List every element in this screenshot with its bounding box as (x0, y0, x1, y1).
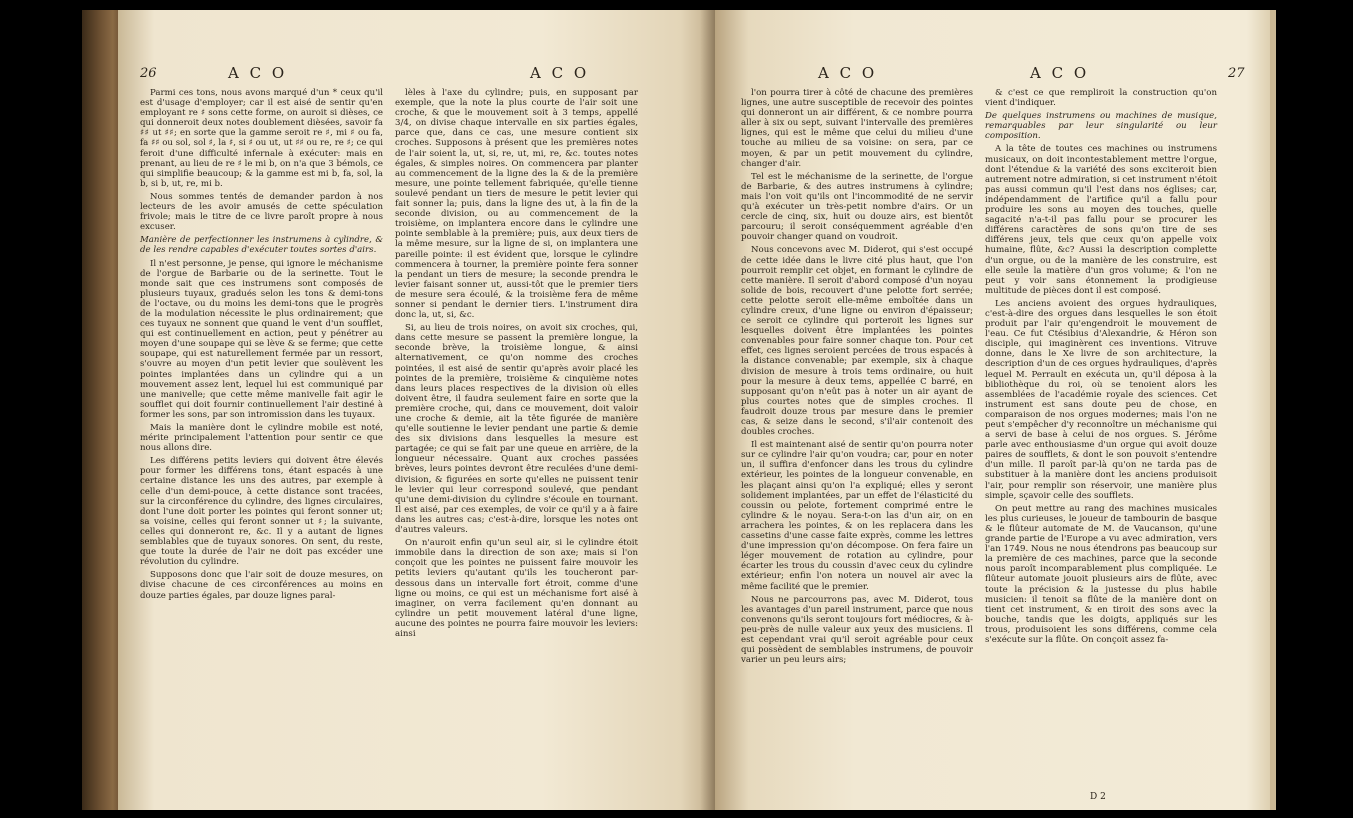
running-head-left-2: A C O (530, 64, 590, 82)
paragraph: Il n'est personne, je pense, qui ignore le méchanisme de l'orgue de Barbarie ou de la serinette. Tout le monde sait que ces instrumens sont composés de plusieurs tuyaux, gradués selon les tons & demi-tons de l'octave, ou du moins les demi-tons que le progrès de la modulation nécessite le plus ordinairement; que ces tuyaux ne sonnent que quand le vent d'un soufflet, qui est continuellement en action, peut y pénétrer au moyen d'une soupape qui se lève & se ferme; que cette soupape, qui est naturellement fermée par un ressort, s'ouvre au moyen d'un petit levier que soulèvent les pointes implantées dans un cylindre qui a un mouvement assez lent, lequel lui est communiqué par une manivelle; que cette même manivelle fait agir le soufflet qui doit fournir continuellement l'air destiné à former les sons, par son intromission dans les tuyaux. (140, 258, 383, 420)
paragraph: Nous sommes tentés de demander pardon à nos lecteurs de les avoir amusés de cette spéculation frivole; mais le titre de ce livre paroît propre à nous excuser. (140, 191, 383, 233)
paragraph: Les différens petits leviers qui doivent être élevés pour former les différens tons, étant espacés à une certaine distance les uns des autres, par exemple à celle d'un demi-pouce, à cette distance sont tracées, sur la circonférence du cylindre, des lignes circulaires, dont l'une doit porter les pointes qui feront sonner ut; sa voisine, celles qui feront sonner ut ♯; la suivante, celles qui donneront re, &c. Il y a autant de lignes semblables que de tuyaux sonores. On sent, du reste, que toute la durée de l'air ne doit pas excéder une révolution du cylindre. (140, 456, 383, 568)
paragraph: On peut mettre au rang des machines musicales les plus curieuses, le joueur de tambourin de basque & le flûteur automate de M. de Vaucanson, qu'une grande partie de l'Europe a vu avec admiration, vers l'an 1749. Nous ne nous étendrons pas beaucoup sur la première de ces machines, parce que la seconde nous paroît incomparablement plus compliquée. Le flûteur automate jouoit plusieurs airs de flûte, avec toute la précision & la justesse du plus habile musicien: il tenoit sa flûte de la manière dont on tient cet instrument, & en tiroit des sons avec la bouche, tandis que les doigts, appliqués sur les trous, produisoient les sons différens, comme cela s'exécute sur la flûte. On conçoit assez fa- (985, 503, 1217, 645)
paragraph: Il est maintenant aisé de sentir qu'on pourra noter sur ce cylindre l'air qu'on voudra; car, pour en noter un, il suffira d'enfoncer dans les trous du cylindre extérieur, les pointes de la longueur convenable, en les plaçant ainsi qu'on l'a expliqué; elles y seront solidement implantées, par un effet de l'élasticité du coussin ou pelote, fortement comprimé entre le cylindre & le noyau. Sera-t-on las d'un air, on en arrachera les pointes, & on les replacera dans les cassetins d'une casse faite exprès, comme les lettres d'une impression qu'on décompose. On fera faire un léger mouvement de rotation au cylindre, pour écarter les trous du coussin d'avec ceux du cylindre extérieur; enfin l'on notera un nouvel air avec la même facilité que le premier. (741, 440, 973, 592)
running-head-right-1: A C O (818, 64, 878, 82)
signature-mark: D 2 (1090, 792, 1106, 802)
paragraph: Nous concevons avec M. Diderot, qui s'est occupé de cette idée dans le livre cité plus haut, que l'on pourroit remplir cet objet, en formant le cylindre de cette manière. Il seroit d'abord composé d'un noyau solide de bois, recouvert d'une pelotte fort serrée; cette pelotte seroit elle-même emboîtée dans un cylindre creux, d'une ligne ou environ d'épaisseur; ce seroit ce cylindre qui porteroit les lignes sur lesquelles doivent être implantées les pointes convenables pour faire sonner chaque ton. Pour cet effet, ces lignes seroient percées de trous espacés à la distance convenable; par exemple, six à chaque division de mesure à trois tems ordinaire, ou huit pour la mesure à deux tems, appellée C barré, en supposant qu'on n'eût pas à noter un air ayant de plus courtes notes que de simples croches. Il faudroit douze trous par mesure dans le premier cas, & seize dans le second, s'il'air contenoit des doubles croches. (741, 245, 973, 438)
paragraph: Si, au lieu de trois noires, on avoit six croches, qui, dans cette mesure se passent la première longue, la seconde brève, la troisième longue, & ainsi alternativement, ce qu'on nomme des croches pointées, il est aisé de sentir qu'après avoir placé les pointes de la première, troisième & cinquième notes dans leurs places respectives de la division où elles doivent être, il faudra seulement faire en sorte que la première croche, qui, dans ce mouvement, doit valoir une croche & demie, ait la tête figurée de manière qu'elle soutienne le levier pendant une partie & demie des six divisions dans lesquelles la mesure est partagée; ce qui se fait par une queue en arrière, de la longueur nécessaire. Quant aux croches passées brèves, leurs pointes devront être reculées d'une demi-division, & figurées en sorte qu'elles ne puissent tenir le levier qui leur correspond soulevé, que pendant qu'une demi-division du cylindre s'écoule en tournant. Il est aisé, par ces exemples, de voir ce qu'il y a à faire dans les autres cas; c'est-à-dire, lorsque les notes ont d'autres valeurs. (395, 323, 638, 536)
text-column-4 (985, 88, 1217, 788)
left-page (118, 10, 723, 810)
running-head-left-1: A C O (228, 64, 288, 82)
page-edge (1270, 10, 1276, 810)
paragraph: Les anciens avoient des orgues hydrauliques, c'est-à-dire des orgues dans lesquelles le son étoit produit par l'air qu'engendroit le mouvement de l'eau. Ce fut Ctésibius d'Alexandrie, & Héron son disciple, qui imaginèrent ces inventions. Vitruve donne, dans le Xe livre de son architecture, la description d'un de ces orgues hydrauliques, d'après lequel M. Perrault en exécuta un, qu'il déposa à la bibliothèque du roi, où se tenoient alors les assemblées de l'académie royale des sciences. Cet instrument est sans doute peu de chose, en comparaison de nos orgues modernes; mais l'on ne peut s'empêcher d'y reconnoître un méchanisme qui a servi de base à celui de nos orgues. S. Jérôme parle avec enthousiasme d'un orgue qui avoit douze paires de soufflets, & dont le son pouvoit s'entendre d'un mille. Il paroît par-là qu'on ne tarda pas de substituer à la manière dont les anciens produisoit l'air, pour remplir son réservoir, une manière plus simple, sçavoir celle des soufflets. (985, 298, 1217, 501)
paragraph: Manière de perfectionner les instrumens à cylindre, & de les rendre capables d'exécuter toutes sortes d'airs. (140, 235, 383, 256)
paragraph: Tel est le méchanisme de la serinette, de l'orgue de Barbarie, & des autres instrumens à cylindre; mais l'on voit qu'ils ont l'incommodité de ne servir qu'à exécuter un très-petit nombre d'airs. Or un cercle de cinq, six, huit ou douze airs, est bientôt parcouru; il seroit conséquemment agréable d'en pouvoir changer quand on voudroit. (741, 171, 973, 243)
paragraph: lèles à l'axe du cylindre; puis, en supposant par exemple, que la note la plus courte de l'air soit une croche, & que le mouvement soit à 3 temps, appellé 3/4, on divise chaque intervalle en six parties égales, parce que, dans ce cas, une mesure contient six croches. Supposons à présent que les premières notes de l'air soient la, ut, si, re, ut, mi, re, &c. toutes notes égales, & simples noires. On commencera par planter au commencement de la ligne des la & de la première mesure, une pointe tellement fabriquée, qu'elle tienne soulevé pendant un tiers de mesure le petit levier qui fait sonner la; puis, dans la ligne des ut, à la fin de la seconde division, ou au commencement de la troisième, on implantera encore dans le cylindre une pointe semblable à la première; puis, aux deux tiers de la même mesure, sur la ligne de si, on implantera une pareille pointe: il est évident que, lorsque le cylindre commencera à tourner, la première pointe fera sonner la pendant un tiers de mesure; la seconde prendra le levier faisant sonner ut, aussi-tôt que le premier tiers de mesure sera écoulé, & la troisième fera de même sonner si pendant le dernier tiers. L'instrument dira donc la, ut, si, &c. (395, 88, 638, 321)
running-head-right-2: A C O (1030, 64, 1090, 82)
page-number-right: 27 (1228, 66, 1245, 81)
right-page (715, 10, 1275, 810)
text-column-3 (741, 88, 973, 788)
paragraph: On n'auroit enfin qu'un seul air, si le cylindre étoit immobile dans la direction de son axe; mais si l'on conçoit que les pointes ne puissent faire mouvoir les petits leviers qu'autant qu'ils les toucheront par-dessous dans un intervalle fort étroit, comme d'une ligne ou moins, ce qui est un méchanisme fort aisé à imaginer, on verra facilement qu'en donnant au cylindre un petit mouvement latéral d'une ligne, aucune des pointes ne pourra faire mouvoir les leviers: ainsi (395, 538, 638, 639)
page-number-left: 26 (140, 66, 157, 81)
paragraph: Parmi ces tons, nous avons marqué d'un * ceux qu'il est d'usage d'employer; car il est aisé de sentir qu'en employant re ♯ sons cette forme, on auroit si dièses, ce qui donneroit deux notes doublement dièsées, savoir fa ♯♯ ut ♯♯; en sorte que la gamme seroit re ♯, mi ♯ ou fa, fa ♯♯ ou sol, sol ♯, la ♯, si ♯ ou ut, ut ♯♯ ou re, re ♯; ce qui feroit d'une difficulté infernale à exécuter: mais en prenant, au lieu de re ♯ le mi b, on n'a que 3 bémols, ce qui simplifie beaucoup; & la gamme est mi b, fa, sol, la b, si b, ut, re, mi b. (140, 88, 383, 189)
paragraph: l'on pourra tirer à côté de chacune des premières lignes, une autre susceptible de recevoir des pointes qui donneront un air différent, & ce nombre pourra aller à six ou sept, suivant l'intervalle des premières lignes, qui est le même que celui du milieu d'une touche au milieu de sa voisine: on sera, par ce moyen, & par un petit mouvement du cylindre, changer d'air. (741, 88, 973, 169)
paragraph: De quelques instrumens ou machines de musique, remarquables par leur singularité ou leur composition. (985, 111, 1217, 142)
text-column-1 (140, 88, 383, 800)
paragraph: Supposons donc que l'air soit de douze mesures, on divise chacune de ces circonférences au moins en douze parties égales, par douze lignes paral- (140, 570, 383, 601)
paragraph: A la tête de toutes ces machines ou instrumens musicaux, on doit incontestablement mettre l'orgue, dont l'étendue & la variété des sons exciteroit bien autrement notre admiration, si cet instrument n'étoit pas aussi commun qu'il l'est dans nos églises; car, indépendamment de l'artifice qu'il a fallu pour produire les sons au moyen des touches, quelle sagacité n'a-t-il pas fallu pour se procurer les différens caractères de sons qu'on tire de ses différens jeux, tels que ceux qu'on appelle voix humaine, flûte, &c? Aussi la description complette d'un orgue, ou de la manière de les construire, est elle seule la matière d'un gros volume; & l'on ne peut y voir sans étonnement la prodigieuse multitude de pièces dont il est composé. (985, 144, 1218, 296)
paragraph: Mais la manière dont le cylindre mobile est noté, mérite principalement l'attention pour sentir ce que nous allons dire. (140, 423, 383, 454)
paragraph: & c'est ce que rempliroit la construction qu'on vient d'indiquer. (985, 88, 1217, 109)
paragraph: Nous ne parcourrons pas, avec M. Diderot, tous les avantages d'un pareil instrument, parce que nous convenons qu'ils seront toujours fort médiocres, & à-peu-près de nulle valeur aux yeux des musiciens. Il est cependant vrai qu'il seroit agréable pour ceux qui possèdent de semblables instrumens, de pouvoir varier un peu leurs airs; (741, 594, 973, 666)
text-column-2 (395, 88, 638, 800)
